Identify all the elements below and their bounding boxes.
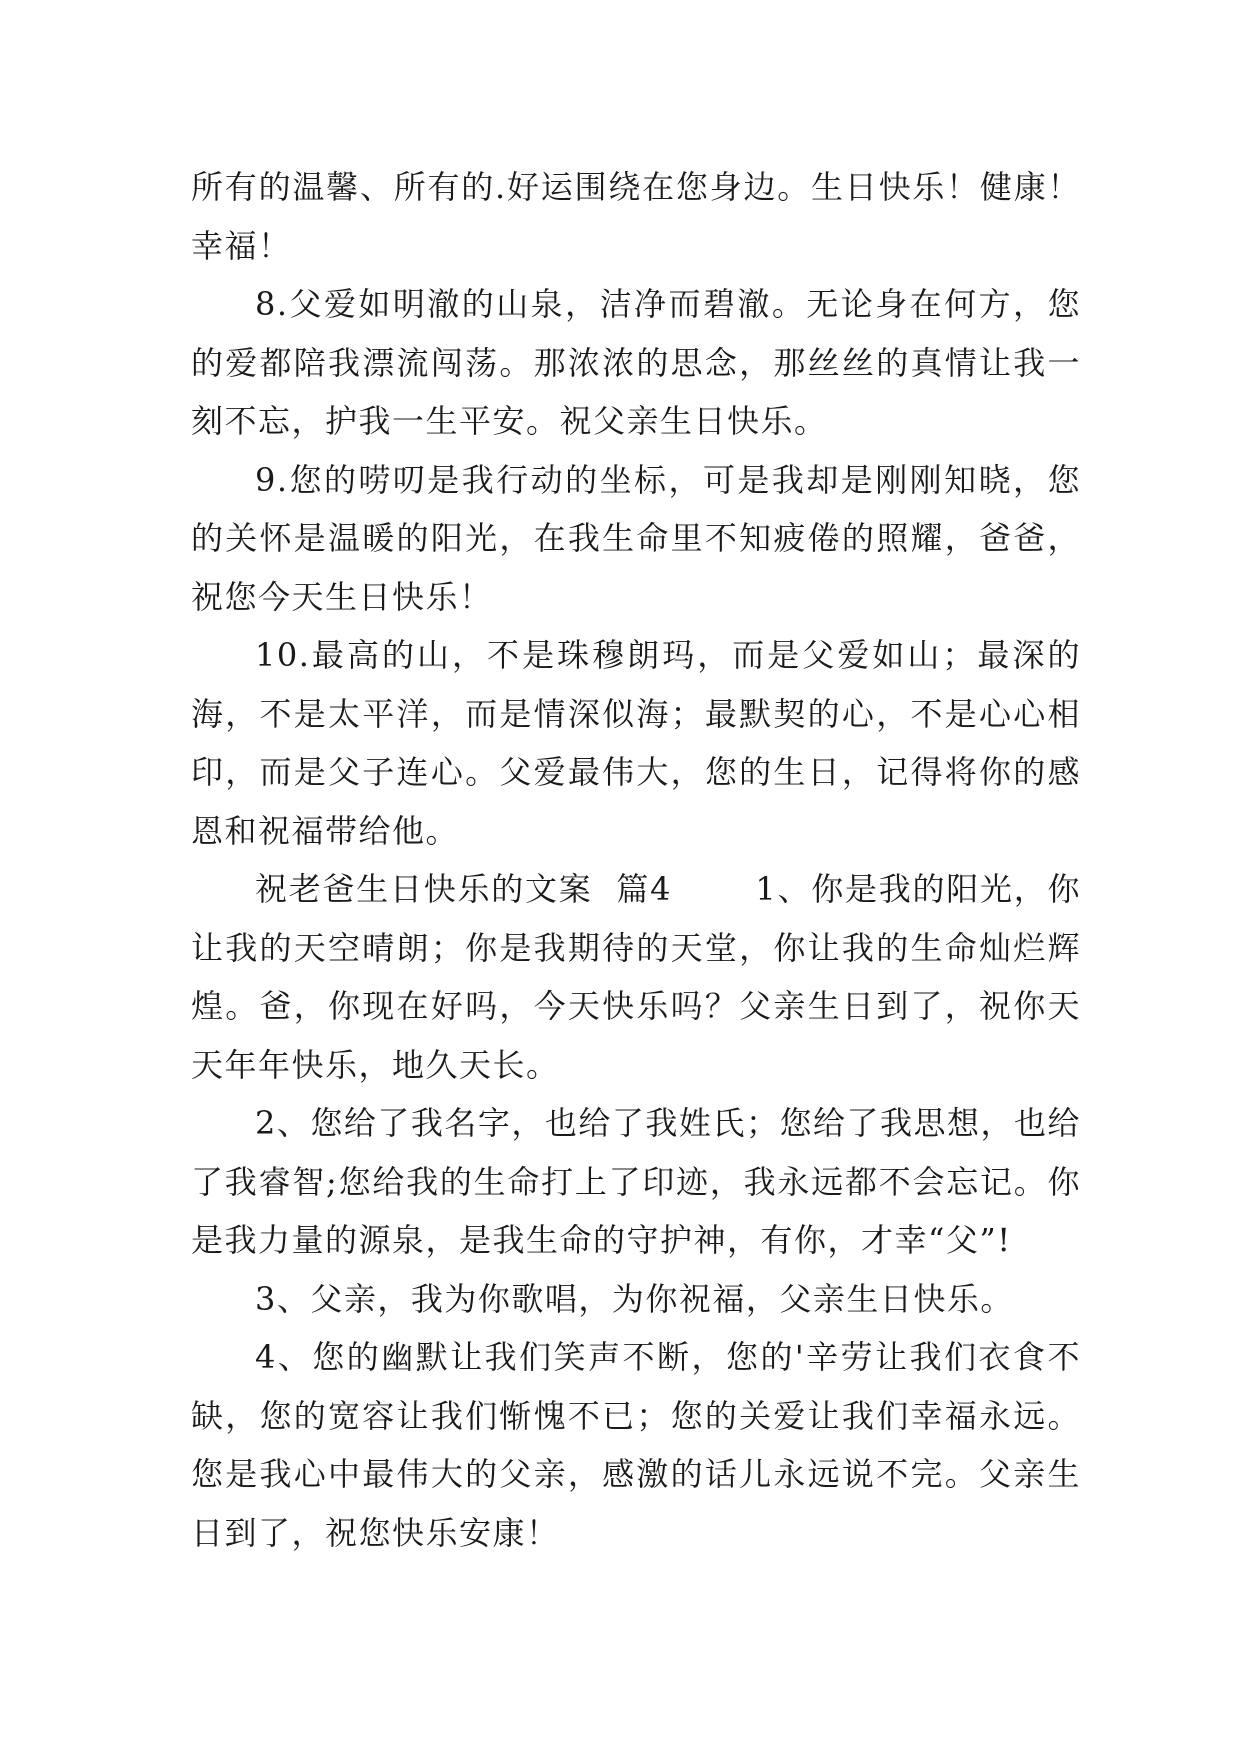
paragraph-section-4-item-3: 3、父亲，我为你歌唱，为你祝福，父亲生日快乐。 (255, 1279, 1014, 1318)
paragraph-item-8: 8.父爱如明澈的山泉，洁净而碧澈。无论身在何方，您的爱都陪我漂流闯荡。那浓浓的思念，那丝丝的真情让我一刻不忘，护我一生平安。祝父亲生日快乐。 (191, 285, 1081, 440)
paragraph-section-4-item-1: 祝老爸生日快乐的文案 篇4 1、你是我的阳光，你让我的天空晴朗；你是我期待的天堂，你让我的生命灿烂辉煌。爸，你现在好吗，今天快乐吗？父亲生日到了，祝你天天年年快乐，地久天长。 (191, 870, 1081, 1084)
paragraph-section-4-item-4: 4、您的幽默让我们笑声不断，您的'辛劳让我们衣食不缺，您的宽容让我们惭愧不已；您的关爱让我们幸福永远。您是我心中最伟大的父亲，感激的话儿永远说不完。父亲生日到了，祝您快乐安康！ (191, 1338, 1081, 1552)
document-body (191, 158, 1081, 1562)
paragraph-continuation: 所有的温馨、所有的.好运围绕在您身边。生日快乐！健康！幸福！ (191, 168, 1081, 265)
paragraph-item-9: 9.您的唠叨是我行动的坐标，可是我却是刚刚知晓，您的关怀是温暖的阳光，在我生命里不知疲倦的照耀，爸爸，祝您今天生日快乐！ (191, 460, 1081, 616)
paragraph-item-10: 10.最高的山，不是珠穆朗玛，而是父爱如山；最深的海，不是太平洋，而是情深似海；最默契的心，不是心心相印，而是父子连心。父爱最伟大，您的生日，记得将你的感恩和祝福带给他。 (191, 636, 1081, 850)
paragraph-section-4-item-2: 2、您给了我名字，也给了我姓氏；您给了我思想，也给了我睿智;您给我的生命打上了印迹，我永远都不会忘记。你是我力量的源泉，是我生命的守护神，有你，才幸“父”! (191, 1104, 1081, 1259)
